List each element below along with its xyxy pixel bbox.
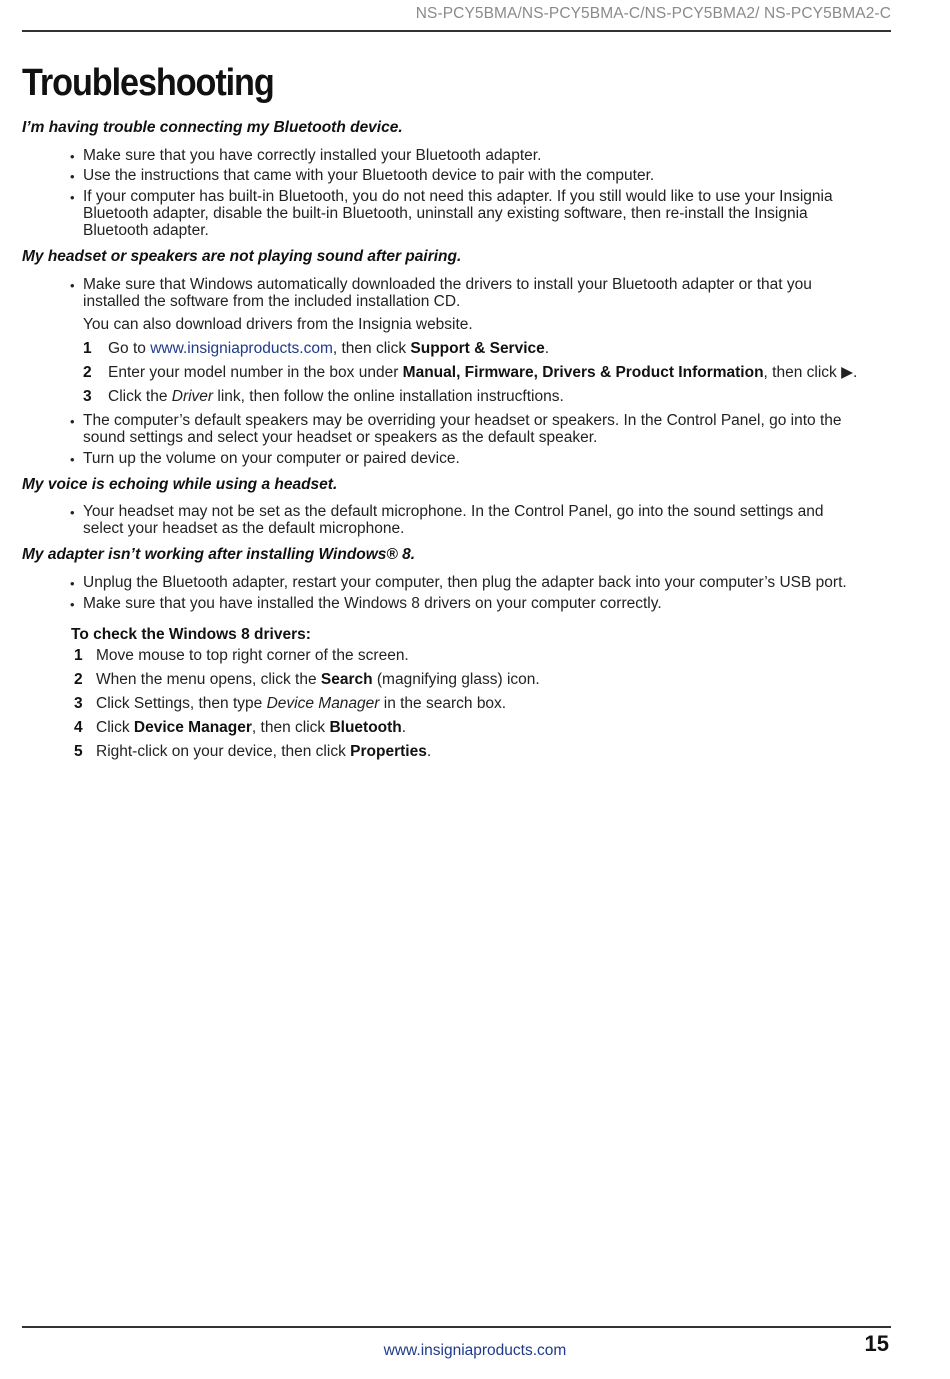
page-title: Troubleshooting: [22, 62, 274, 104]
bullet-text: Make sure that Windows automatically downloaded the drivers to install your Bluetooth adapter or that you: [83, 276, 812, 293]
bullet: •: [70, 278, 75, 293]
product-info-label: Manual, Firmware, Drivers & Product Information: [402, 364, 764, 381]
text-fragment: Click the: [108, 388, 172, 405]
bullet: •: [70, 190, 75, 205]
text-fragment: , then click: [251, 719, 330, 736]
text-fragment: Go to: [108, 340, 151, 357]
step-text: [96, 719, 896, 736]
bullet-text: Unplug the Bluetooth adapter, restart your computer, then plug the adapter back into your computer’s USB port.: [83, 574, 847, 591]
text-fragment: , then click ▶.: [763, 364, 858, 381]
bullet-text: Bluetooth adapter.: [83, 222, 209, 239]
footer-rule: [22, 1326, 891, 1328]
bullet: •: [70, 169, 75, 184]
bullet-text: Make sure that you have correctly installed your Bluetooth adapter.: [83, 147, 542, 164]
step-text: Move mouse to top right corner of the screen.: [96, 647, 409, 664]
step-text: [108, 340, 908, 357]
step-number: 5: [74, 743, 83, 760]
text-fragment: .: [426, 743, 432, 760]
bullet-text: installed the software from the included installation CD.: [83, 293, 461, 310]
text-fragment: link, then follow the online installation instrucftions.: [213, 388, 564, 405]
note-text: You can also download drivers from the Insignia website.: [83, 316, 473, 333]
question-heading: My voice is echoing while using a headset.: [22, 476, 338, 493]
bullet: •: [70, 452, 75, 467]
text-fragment: (magnifying glass) icon.: [372, 671, 540, 688]
subheading: To check the Windows 8 drivers:: [71, 626, 311, 643]
bullet: •: [70, 505, 75, 520]
bullet-text: Bluetooth adapter, disable the built-in Bluetooth, uninstall any existing software, then re-install the Insignia: [83, 205, 808, 222]
text-fragment: Right-click on your device, then click: [96, 743, 351, 760]
bullet-text: sound settings and select your headset or speakers as the default speaker.: [83, 429, 598, 446]
step-number: 1: [83, 340, 92, 357]
step-number: 4: [74, 719, 83, 736]
device-manager-label: Device Manager: [133, 719, 252, 736]
search-label: Search: [320, 671, 373, 688]
footer-website-link[interactable]: www.insigniaproducts.com: [383, 1342, 567, 1359]
step-text: [96, 671, 896, 688]
text-fragment: .: [544, 340, 550, 357]
bullet: •: [70, 597, 75, 612]
step-text: [96, 695, 896, 712]
bluetooth-label: Bluetooth: [329, 719, 402, 736]
step-number: 1: [74, 647, 83, 664]
step-number: 2: [83, 364, 92, 381]
text-fragment: Enter your model number in the box under: [108, 364, 403, 381]
page-header: [22, 0, 891, 32]
step-text: [108, 388, 908, 405]
website-link[interactable]: www.insigniaproducts.com: [150, 340, 333, 357]
bullet-text: select your headset as the default microphone.: [83, 520, 405, 537]
step-number: 3: [83, 388, 92, 405]
bullet: •: [70, 576, 75, 591]
bullet-text: Make sure that you have installed the Windows 8 drivers on your computer correctly.: [83, 595, 662, 612]
model-numbers: NS-PCY5BMA/NS-PCY5BMA-C/NS-PCY5BMA2/ NS-PCY5BMA2-C: [415, 5, 891, 22]
page-number: 15: [864, 1331, 889, 1356]
support-service-label: Support & Service: [410, 340, 545, 357]
bullet-text: Your headset may not be set as the default microphone. In the Control Panel, go into the sound settings and: [83, 503, 824, 520]
text-fragment: .: [401, 719, 407, 736]
driver-label: Driver: [171, 388, 214, 405]
bullet: •: [70, 149, 75, 164]
bullet-text: Use the instructions that came with your Bluetooth device to pair with the computer.: [83, 167, 655, 184]
bullet-text: The computer’s default speakers may be overriding your headset or speakers. In the Control Panel, go into the: [83, 412, 842, 429]
properties-label: Properties: [350, 743, 427, 760]
step-text: [108, 364, 908, 381]
bullet-text: If your computer has built-in Bluetooth, you do not need this adapter. If you still would like to use your Insignia: [83, 188, 833, 205]
question-heading: My adapter isn’t working after installing Windows® 8.: [22, 546, 416, 563]
text-fragment: Click Settings, then type: [96, 695, 267, 712]
question-heading: I’m having trouble connecting my Bluetooth device.: [22, 119, 403, 136]
text-fragment: Click: [96, 719, 134, 736]
text-fragment: in the search box.: [379, 695, 507, 712]
step-number: 3: [74, 695, 83, 712]
text-fragment: When the menu opens, click the: [96, 671, 321, 688]
bullet-text: Turn up the volume on your computer or paired device.: [83, 450, 460, 467]
question-heading: My headset or speakers are not playing sound after pairing.: [22, 248, 462, 265]
text-fragment: , then click: [332, 340, 411, 357]
bullet: •: [70, 414, 75, 429]
device-manager-label: Device Manager: [266, 695, 380, 712]
step-text: [96, 743, 896, 760]
step-number: 2: [74, 671, 83, 688]
